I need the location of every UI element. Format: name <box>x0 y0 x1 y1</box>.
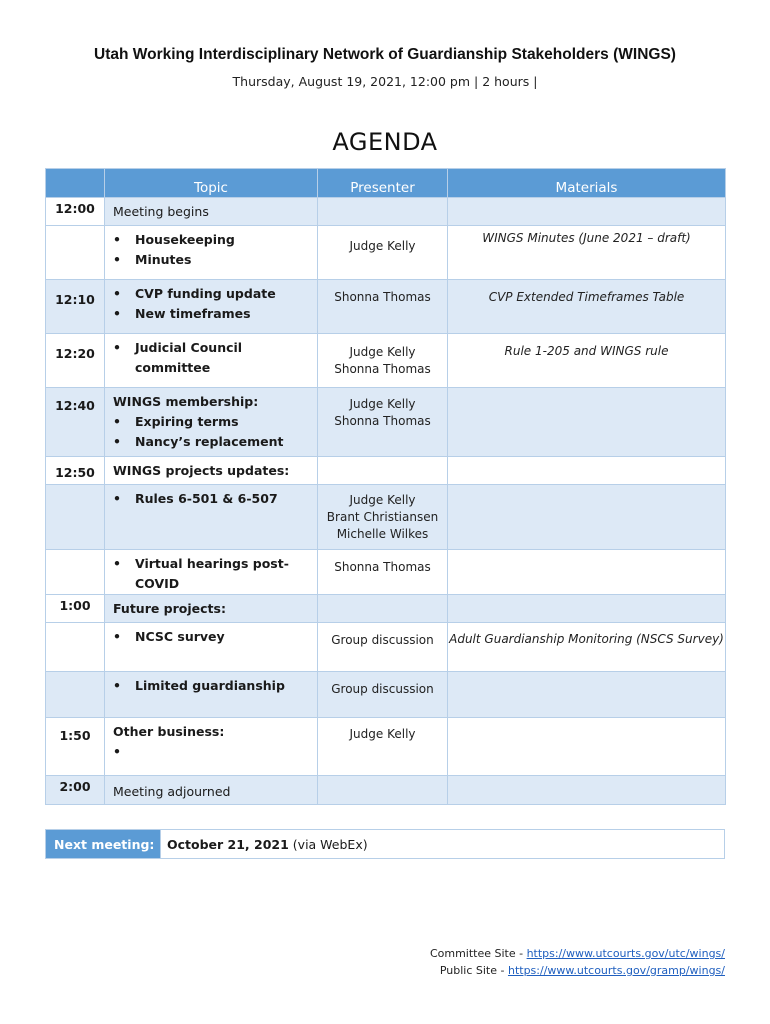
materials-cell: CVP Extended Timeframes Table <box>448 280 726 334</box>
materials-cell <box>448 672 726 718</box>
topic-cell <box>105 672 318 718</box>
time-cell <box>46 623 105 672</box>
materials-cell: Adult Guardianship Monitoring (NSCS Survey) <box>448 623 726 672</box>
presenter-cell <box>318 550 448 595</box>
next-meeting-date: October 21, 2021 <box>167 836 289 852</box>
topic-text: Meeting adjourned <box>113 784 231 799</box>
presenter-cell <box>318 776 448 805</box>
committee-site-label: Committee Site - <box>429 947 527 960</box>
materials-cell <box>448 198 726 226</box>
presenter-cell <box>318 334 448 388</box>
materials-cell <box>448 776 726 805</box>
list-item: • New timeframes <box>113 304 317 324</box>
topic-heading: Future projects: <box>113 601 226 616</box>
table-row <box>46 776 726 805</box>
list-item: • Nancy’s replacement <box>113 432 317 452</box>
presenter-name: Shonna Thomas <box>334 362 431 376</box>
presenter-name: Shonna Thomas <box>334 560 431 574</box>
topic-cell <box>105 280 318 334</box>
topic-heading: WINGS membership: <box>113 394 259 409</box>
topic-heading: WINGS projects updates: <box>113 463 290 478</box>
table-row <box>46 280 726 334</box>
presenter-cell <box>318 718 448 776</box>
meeting-datetime: Thursday, August 19, 2021, 12:00 pm | 2 hours | <box>232 74 538 89</box>
table-row <box>46 334 726 388</box>
public-site-label: Public Site - <box>439 964 508 977</box>
topic-cell <box>105 718 318 776</box>
list-item: • Virtual hearings post-COVID <box>113 554 317 594</box>
time-cell: 12:40 <box>46 388 105 457</box>
presenter-name: Group discussion <box>331 682 434 696</box>
materials-cell: Rule 1-205 and WINGS rule <box>448 334 726 388</box>
presenter-name: Judge Kelly <box>349 727 416 741</box>
presenter-cell <box>318 226 448 280</box>
list-item: • Limited guardianship <box>113 676 317 696</box>
agenda-heading: AGENDA <box>332 128 438 156</box>
topic-heading: Other business: <box>113 724 225 739</box>
materials-cell <box>448 595 726 623</box>
presenter-cell <box>318 198 448 226</box>
presenter-name: Judge Kelly <box>349 493 416 507</box>
materials-cell <box>448 388 726 457</box>
time-cell: 12:10 <box>46 280 105 334</box>
topic-cell <box>105 550 318 595</box>
materials-cell <box>448 550 726 595</box>
table-row <box>46 595 726 623</box>
list-item: • Housekeeping <box>113 230 317 250</box>
column-header-presenter: Presenter <box>318 169 448 198</box>
table-row <box>46 226 726 280</box>
time-cell: 12:50 <box>46 457 105 485</box>
presenter-cell <box>318 388 448 457</box>
time-cell <box>46 226 105 280</box>
topic-cell <box>105 226 318 280</box>
time-cell: 1:00 <box>46 595 105 623</box>
next-meeting-note: (via WebEx) <box>288 836 368 852</box>
table-row <box>46 623 726 672</box>
topic-text: Meeting begins <box>113 204 209 219</box>
committee-site-link[interactable]: https://www.utcourts.gov/utc/wings/ <box>526 947 725 960</box>
presenter-cell <box>318 280 448 334</box>
presenter-name: Michelle Wilkes <box>336 527 429 541</box>
materials-cell <box>448 718 726 776</box>
document-title: Utah Working Interdisciplinary Network of Guardianship Stakeholders (WINGS) <box>94 46 676 63</box>
committee-site-line <box>0 947 725 960</box>
table-row <box>46 718 726 776</box>
presenter-cell <box>318 623 448 672</box>
list-item: • Expiring terms <box>113 412 317 432</box>
topic-cell <box>105 595 318 623</box>
presenter-cell <box>318 457 448 485</box>
list-item: • Rules 6-501 & 6-507 <box>113 489 317 509</box>
topic-cell <box>105 776 318 805</box>
time-cell <box>46 550 105 595</box>
topic-cell <box>105 198 318 226</box>
presenter-name: Shonna Thomas <box>334 290 431 304</box>
table-row <box>46 672 726 718</box>
presenter-name: Judge Kelly <box>349 345 416 359</box>
list-item: • NCSC survey <box>113 627 317 647</box>
time-cell: 1:50 <box>46 718 105 776</box>
public-site-link[interactable]: https://www.utcourts.gov/gramp/wings/ <box>507 964 725 977</box>
column-header-time <box>46 169 105 198</box>
public-site-line <box>0 964 725 977</box>
table-row <box>46 198 726 226</box>
presenter-name: Shonna Thomas <box>334 414 431 428</box>
presenter-cell <box>318 485 448 550</box>
materials-cell: WINGS Minutes (June 2021 – draft) <box>448 226 726 280</box>
topic-cell <box>105 485 318 550</box>
time-cell: 12:00 <box>46 198 105 226</box>
presenter-name: Judge Kelly <box>349 239 416 253</box>
list-item: • Minutes <box>113 250 317 270</box>
materials-cell <box>448 457 726 485</box>
topic-cell <box>105 623 318 672</box>
column-header-materials: Materials <box>448 169 726 198</box>
column-header-topic: Topic <box>105 169 318 198</box>
list-item: • CVP funding update <box>113 284 317 304</box>
topic-cell <box>105 334 318 388</box>
next-meeting-box <box>45 829 725 859</box>
table-row <box>46 485 726 550</box>
table-row <box>46 388 726 457</box>
topic-cell <box>105 388 318 457</box>
time-cell: 12:20 <box>46 334 105 388</box>
presenter-name: Group discussion <box>331 633 434 647</box>
presenter-name: Brant Christiansen <box>326 510 439 524</box>
next-meeting-label: Next meeting: <box>46 830 160 858</box>
topic-cell <box>105 457 318 485</box>
presenter-name: Judge Kelly <box>349 397 416 411</box>
list-item: • Judicial Council committee <box>113 338 317 378</box>
agenda-table <box>45 168 726 805</box>
presenter-cell <box>318 595 448 623</box>
table-row <box>46 550 726 595</box>
materials-cell <box>448 485 726 550</box>
table-row <box>46 457 726 485</box>
table-header-row <box>46 169 726 198</box>
time-cell <box>46 672 105 718</box>
time-cell <box>46 485 105 550</box>
presenter-cell <box>318 672 448 718</box>
time-cell: 2:00 <box>46 776 105 805</box>
next-meeting-value <box>160 830 368 858</box>
